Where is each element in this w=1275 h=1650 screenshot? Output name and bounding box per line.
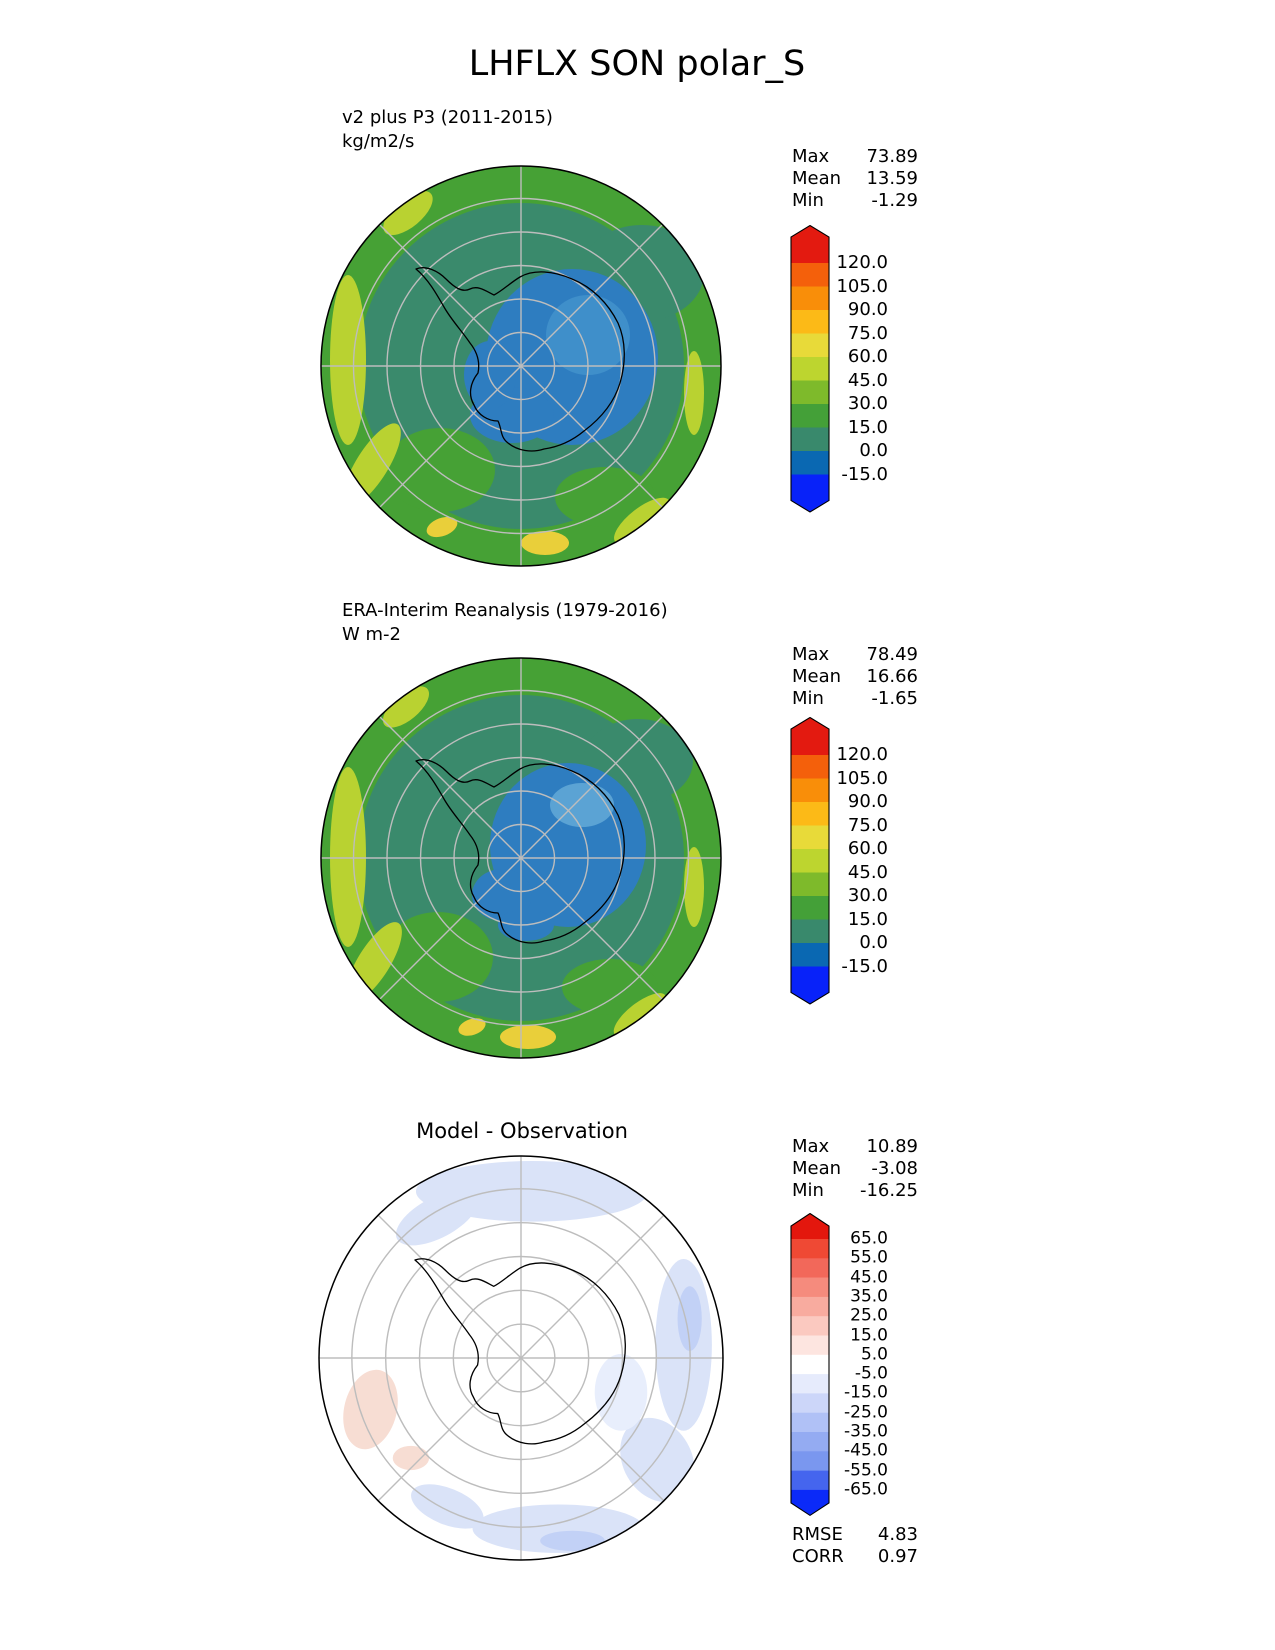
metric-row-rmse [792, 1524, 918, 1546]
colorbar-band [791, 1278, 829, 1298]
panel3-stats [792, 1136, 918, 1202]
metric-label: RMSE [792, 1524, 843, 1545]
colorbar-tick-label: 0.0 [859, 932, 888, 953]
colorbar-tick-label: -45.0 [844, 1440, 888, 1461]
colorbar-model [790, 225, 830, 514]
colorbar-observation [790, 717, 830, 1006]
colorbar-tick-label: 65.0 [850, 1228, 888, 1249]
colorbar-band [791, 849, 829, 873]
panel2-units: W m-2 [342, 624, 402, 645]
colorbar-tick-label: 120.0 [836, 744, 888, 765]
colorbar-band [791, 1355, 829, 1375]
stat-label: Min [792, 1180, 824, 1201]
stat-value: 13.59 [866, 168, 918, 189]
colorbar-band [791, 1490, 829, 1503]
colorbar-shape [791, 993, 829, 1005]
colorbar-band [791, 1451, 829, 1471]
colorbar-tick-label: 105.0 [836, 275, 888, 297]
stat-value: -16.25 [859, 1180, 918, 1201]
colorbar-tick-label: -5.0 [854, 1363, 888, 1384]
stat-label: Max [792, 1136, 830, 1157]
panel1-stats [792, 146, 918, 212]
stat-value: -3.08 [871, 1158, 918, 1179]
metric-row-corr [792, 1546, 918, 1568]
colorbar-tick-label: 120.0 [836, 252, 888, 273]
colorbar-tick-label: 60.0 [847, 346, 888, 367]
colorbar-band [791, 1471, 829, 1491]
map-difference [318, 1155, 724, 1561]
stat-label: Min [792, 190, 824, 211]
colorbar-band [791, 451, 829, 475]
colorbar-band [791, 1393, 829, 1413]
panel1-label-line1: v2 plus P3 (2011-2015) [342, 107, 553, 128]
colorbar-tick-label: -15.0 [841, 955, 888, 977]
stat-value: 78.49 [866, 644, 918, 665]
panel2-label [342, 599, 668, 647]
colorbar-band [791, 1239, 829, 1259]
colorbar-shape [791, 501, 829, 513]
panel3-metrics [792, 1524, 918, 1568]
stat-value: -1.29 [871, 190, 918, 211]
colorbar-band [791, 404, 829, 428]
colorbar-band [791, 1374, 829, 1394]
colorbar-band [791, 334, 829, 358]
colorbar-tick-label: -15.0 [841, 463, 888, 485]
colorbar-tick-label: 5.0 [860, 1344, 888, 1365]
colorbar-tick-label: 45.0 [850, 1267, 888, 1288]
stat-value: -1.65 [871, 688, 918, 709]
colorbar-tick-label: 105.0 [836, 767, 888, 789]
colorbar-shape [791, 226, 829, 238]
stat-label: Mean [792, 168, 842, 189]
stat-row-min [792, 190, 918, 212]
colorbar-tick-label: 15.0 [850, 1325, 888, 1345]
stat-value: 16.66 [866, 666, 918, 687]
panel2-stats [792, 644, 918, 710]
colorbar-shape [791, 1503, 829, 1516]
metric-value: 0.97 [877, 1546, 918, 1567]
colorbar-band [791, 873, 829, 897]
colorbar-difference [790, 1213, 830, 1517]
metric-label: CORR [792, 1546, 844, 1567]
stat-value: 10.89 [866, 1136, 918, 1157]
colorbar-band [791, 755, 829, 779]
colorbar-tick-label: 35.0 [850, 1286, 888, 1307]
colorbar-band [791, 1336, 829, 1356]
colorbar-band [791, 802, 829, 826]
panel3-title: Model - Observation [416, 1119, 628, 1143]
map-model [320, 165, 722, 567]
colorbar-tick-label: 75.0 [847, 322, 888, 344]
stat-row-max [792, 644, 918, 666]
colorbar-band [791, 381, 829, 405]
stat-row-max [792, 146, 918, 168]
stat-row-mean [792, 666, 918, 688]
colorbar-band [791, 826, 829, 850]
colorbar-tick-label: 75.0 [847, 814, 888, 836]
colorbar-band [791, 779, 829, 803]
graticule [319, 1156, 723, 1560]
colorbar-tick-label: 15.0 [847, 908, 888, 930]
stat-row-mean [792, 1158, 918, 1180]
colorbar-tick-label: 15.0 [847, 416, 888, 438]
colorbar-band [791, 1316, 829, 1336]
colorbar-band [791, 729, 829, 755]
colorbar-shape [791, 1214, 829, 1227]
colorbar-tick-label: 90.0 [847, 791, 888, 812]
figure-title: LHFLX SON polar_S [468, 44, 806, 84]
colorbar-tick-label: -25.0 [844, 1402, 888, 1423]
colorbar-tick-label: -55.0 [844, 1460, 888, 1481]
colorbar-tick-label: 55.0 [850, 1247, 888, 1268]
colorbar-tick-label: 30.0 [847, 393, 888, 414]
colorbar-band [791, 1432, 829, 1452]
colorbar-band [791, 1258, 829, 1278]
panel2-label-line1: ERA-Interim Reanalysis (1979-2016) [342, 600, 668, 621]
stat-label: Max [792, 644, 830, 665]
colorbar-tick-label: 0.0 [859, 440, 888, 461]
colorbar-band [791, 287, 829, 311]
colorbar-tick-label: 45.0 [847, 369, 888, 391]
colorbar-band [791, 943, 829, 967]
colorbar-band [791, 475, 829, 501]
colorbar-shape [791, 718, 829, 730]
colorbar-band [791, 896, 829, 920]
colorbar-tick-label: 90.0 [847, 299, 888, 320]
colorbar-tick-label: 60.0 [847, 838, 888, 859]
graticule [321, 658, 721, 1058]
stat-row-max [792, 1136, 918, 1158]
stat-row-min [792, 688, 918, 710]
colorbar-tick-label: -65.0 [844, 1479, 888, 1500]
stat-row-mean [792, 168, 918, 190]
panel1-units: kg/m2/s [342, 131, 415, 152]
graticule [321, 166, 721, 566]
colorbar-tick-label: -15.0 [844, 1382, 888, 1403]
colorbar-tick-label: 25.0 [850, 1305, 888, 1326]
stat-label: Max [792, 146, 830, 167]
map-observation [320, 657, 722, 1059]
stat-label: Mean [792, 1158, 842, 1179]
metric-value: 4.83 [877, 1524, 918, 1545]
colorbar-band [791, 237, 829, 263]
colorbar-tick-label: -35.0 [844, 1421, 888, 1442]
colorbar-band [791, 310, 829, 334]
stat-label: Min [792, 688, 824, 709]
panel1-label [342, 106, 553, 154]
stat-row-min [792, 1180, 918, 1202]
colorbar-tick-label: 45.0 [847, 861, 888, 883]
colorbar-band [791, 967, 829, 993]
colorbar-band [791, 263, 829, 287]
stat-value: 73.89 [866, 146, 918, 167]
colorbar-band [791, 1413, 829, 1433]
colorbar-band [791, 1226, 829, 1239]
colorbar-band [791, 428, 829, 452]
colorbar-band [791, 357, 829, 381]
stat-label: Mean [792, 666, 842, 687]
colorbar-band [791, 920, 829, 944]
colorbar-band [791, 1297, 829, 1317]
colorbar-tick-label: 30.0 [847, 885, 888, 906]
